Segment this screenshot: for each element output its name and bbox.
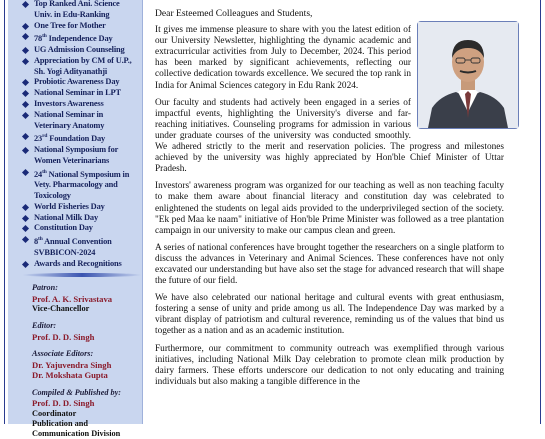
- contents-item: [16, 145, 137, 167]
- contents-item-line: Univ. in Edu-Ranking: [34, 9, 110, 19]
- diamond-bullet-icon: [22, 236, 29, 243]
- contents-item-line: One Tree for Mother: [34, 20, 106, 30]
- compiled-by-name: Prof. D. D. Singh: [32, 398, 95, 409]
- diamond-bullet-icon: [22, 214, 29, 221]
- patron-role: Patron:: [32, 283, 58, 293]
- contents-item: [16, 45, 137, 56]
- associate-editor-name: Dr. Mokshata Gupta: [32, 370, 108, 381]
- contents-item-line: Women Veterinarians: [34, 155, 110, 165]
- compiled-by-title: Publication and: [32, 418, 89, 428]
- contents-item: [16, 0, 137, 21]
- diamond-bullet-icon: [22, 260, 29, 267]
- contents-item-line: National Seminar in: [34, 109, 104, 119]
- associate-editors-block: [16, 349, 137, 381]
- message-paragraph: It gives me immense pleasure to share with you the latest edition of our University Newsletter, highlighting the dynamic academic and extracurricular activities from July to December, 2024. This period has been marked by significant achievements, reflecting our collective dedication towards excellence. We secured the top rank in India for Animal Sciences category in Edu Rank 2024.: [155, 25, 411, 91]
- vice-chancellor-portrait: [417, 21, 519, 129]
- contents-item: [16, 21, 137, 32]
- contents-item-line: World Fisheries Day: [34, 201, 105, 211]
- contents-item: [16, 167, 137, 202]
- message-paragraph: Furthermore, our commitment to community outreach was exemplified through various initiatives, including National Milk Day celebration to promote clean milk production by dairy farmers. These efforts underscore our dedication to not only educating and training individuals but also making a tangible difference in the: [155, 343, 504, 387]
- associate-editor-name: Dr. Yajuvendra Singh: [32, 359, 112, 370]
- contents-item-line: Veterinary Anatomy: [34, 120, 105, 130]
- diamond-bullet-icon: [22, 225, 29, 232]
- message-paragraph: We have also celebrated our national heritage and cultural events with great enthusiasm, fostering a sense of unity and pride among us all. The Independence Day was marked by a vibrant display of patriotism and cultural reverence, reminding us of the values that bind us together as a nation and as an academic institution.: [155, 293, 504, 337]
- diamond-bullet-icon: [22, 23, 29, 30]
- contents-item-line: National Symposium for: [34, 144, 119, 154]
- contents-item: [16, 202, 137, 213]
- portrait-icon: [418, 22, 518, 128]
- associate-editors-role: Associate Editors:: [32, 349, 94, 359]
- contents-item-line: SVBBICON-2024: [34, 247, 96, 257]
- contents-item-line: Appreciation by CM of U.P.,: [34, 55, 132, 65]
- diamond-bullet-icon: [22, 147, 29, 154]
- diamond-bullet-icon: [22, 169, 29, 176]
- contents-item-line: Sh. Yogi Adityanathji: [34, 66, 108, 76]
- contents-item: [16, 259, 137, 270]
- contents-item-line: Probiotic Awareness Day: [34, 77, 120, 87]
- compiled-by-block: [16, 388, 137, 439]
- contents-item: [16, 56, 137, 78]
- contents-item-line: 24th National Symposium in: [34, 168, 130, 179]
- diamond-bullet-icon: [22, 47, 29, 54]
- message-body: [155, 25, 504, 388]
- contents-item-line: 8th Annual Convention: [34, 236, 112, 246]
- patron-name: Prof. A. K. Srivastava: [32, 293, 113, 304]
- contents-item: [16, 223, 137, 234]
- diamond-bullet-icon: [22, 204, 29, 211]
- editor-role: Editor:: [32, 321, 57, 331]
- contents-list: [16, 0, 137, 269]
- diamond-bullet-icon: [22, 33, 29, 40]
- contents-item: [16, 99, 137, 110]
- diamond-bullet-icon: [22, 1, 29, 8]
- contents-item: [16, 131, 137, 145]
- compiled-by-title: Communication Division: [32, 428, 121, 438]
- contents-item-line: National Milk Day: [34, 212, 98, 222]
- contents-item-line: Constitution Day: [34, 223, 93, 233]
- diamond-bullet-icon: [22, 101, 29, 108]
- contents-item: [16, 213, 137, 224]
- contents-item: [16, 88, 137, 99]
- contents-item: [16, 234, 137, 258]
- contents-item: [16, 110, 137, 132]
- diamond-bullet-icon: [22, 79, 29, 86]
- diamond-bullet-icon: [22, 133, 29, 140]
- contents-item-line: 23rd Foundation Day: [34, 133, 106, 144]
- message-paragraph: A series of national conferences have brought together the researchers on a single platform to discuss the advances in Veterinary and Animal Sciences. These conferences have not only excavated our understanding but have also set the stage for advanced research that will shape the future of our field.: [155, 242, 504, 287]
- patron-title: Vice-Chancellor: [32, 304, 90, 314]
- contents-item-line: National Seminar in LPT: [34, 88, 121, 98]
- sidebar-contents-panel: [8, 0, 143, 438]
- contents-item-line: 78th Independence Day: [34, 33, 113, 44]
- contents-item: [16, 31, 137, 45]
- patron-block: [16, 283, 137, 314]
- sidebar-divider: [22, 273, 142, 277]
- message-paragraph: Our faculty and students had actively been engaged in a series of impactful events, highlighting the University's diverse and far-reaching initiatives. Counseling programs for admission in various under graduate courses of the university was conducted smoothly. We adhered strictly to the merit and reservation policies. The progress and milestones achieved by the university was highly appreciated by Hon'ble Chief Minister of Uttar Pradesh.: [155, 97, 504, 175]
- page-border-right: [540, 0, 541, 424]
- contents-item-line: Toxicology: [34, 190, 71, 200]
- contents-item-line: Vety. Pharmacology and: [34, 180, 118, 190]
- contents-item-line: Investors Awareness: [34, 98, 104, 108]
- compiled-by-title: Coordinator: [32, 408, 77, 418]
- diamond-bullet-icon: [22, 112, 29, 119]
- contents-item-line: Top Ranked Ani. Science: [34, 0, 120, 8]
- editor-block: [16, 321, 137, 342]
- diamond-bullet-icon: [22, 90, 29, 97]
- vice-chancellor-message: [155, 0, 504, 424]
- page-border-left: [4, 0, 5, 424]
- greeting: Dear Esteemed Colleagues and Students,: [155, 8, 313, 19]
- diamond-bullet-icon: [22, 58, 29, 65]
- message-paragraph: Investors' awareness program was organized for our teaching as well as non teaching faculty to make them aware about financial literacy and constitution day was celebrated to enlightened the students on legal aids provided to the underprivileged section of the society. "Ek ped Maa ke naam" initiative of Hon'ble Prime Minister was followed as a tree plantation campaign in our university to make our campus clean and green.: [155, 181, 504, 236]
- contents-item: [16, 77, 137, 88]
- contents-item-line: UG Admission Counseling: [34, 44, 125, 54]
- compiled-by-role: Compiled & Published by:: [32, 387, 121, 397]
- editor-name: Prof. D. D. Singh: [32, 331, 95, 342]
- contents-item-line: Awards and Recognitions: [34, 258, 122, 268]
